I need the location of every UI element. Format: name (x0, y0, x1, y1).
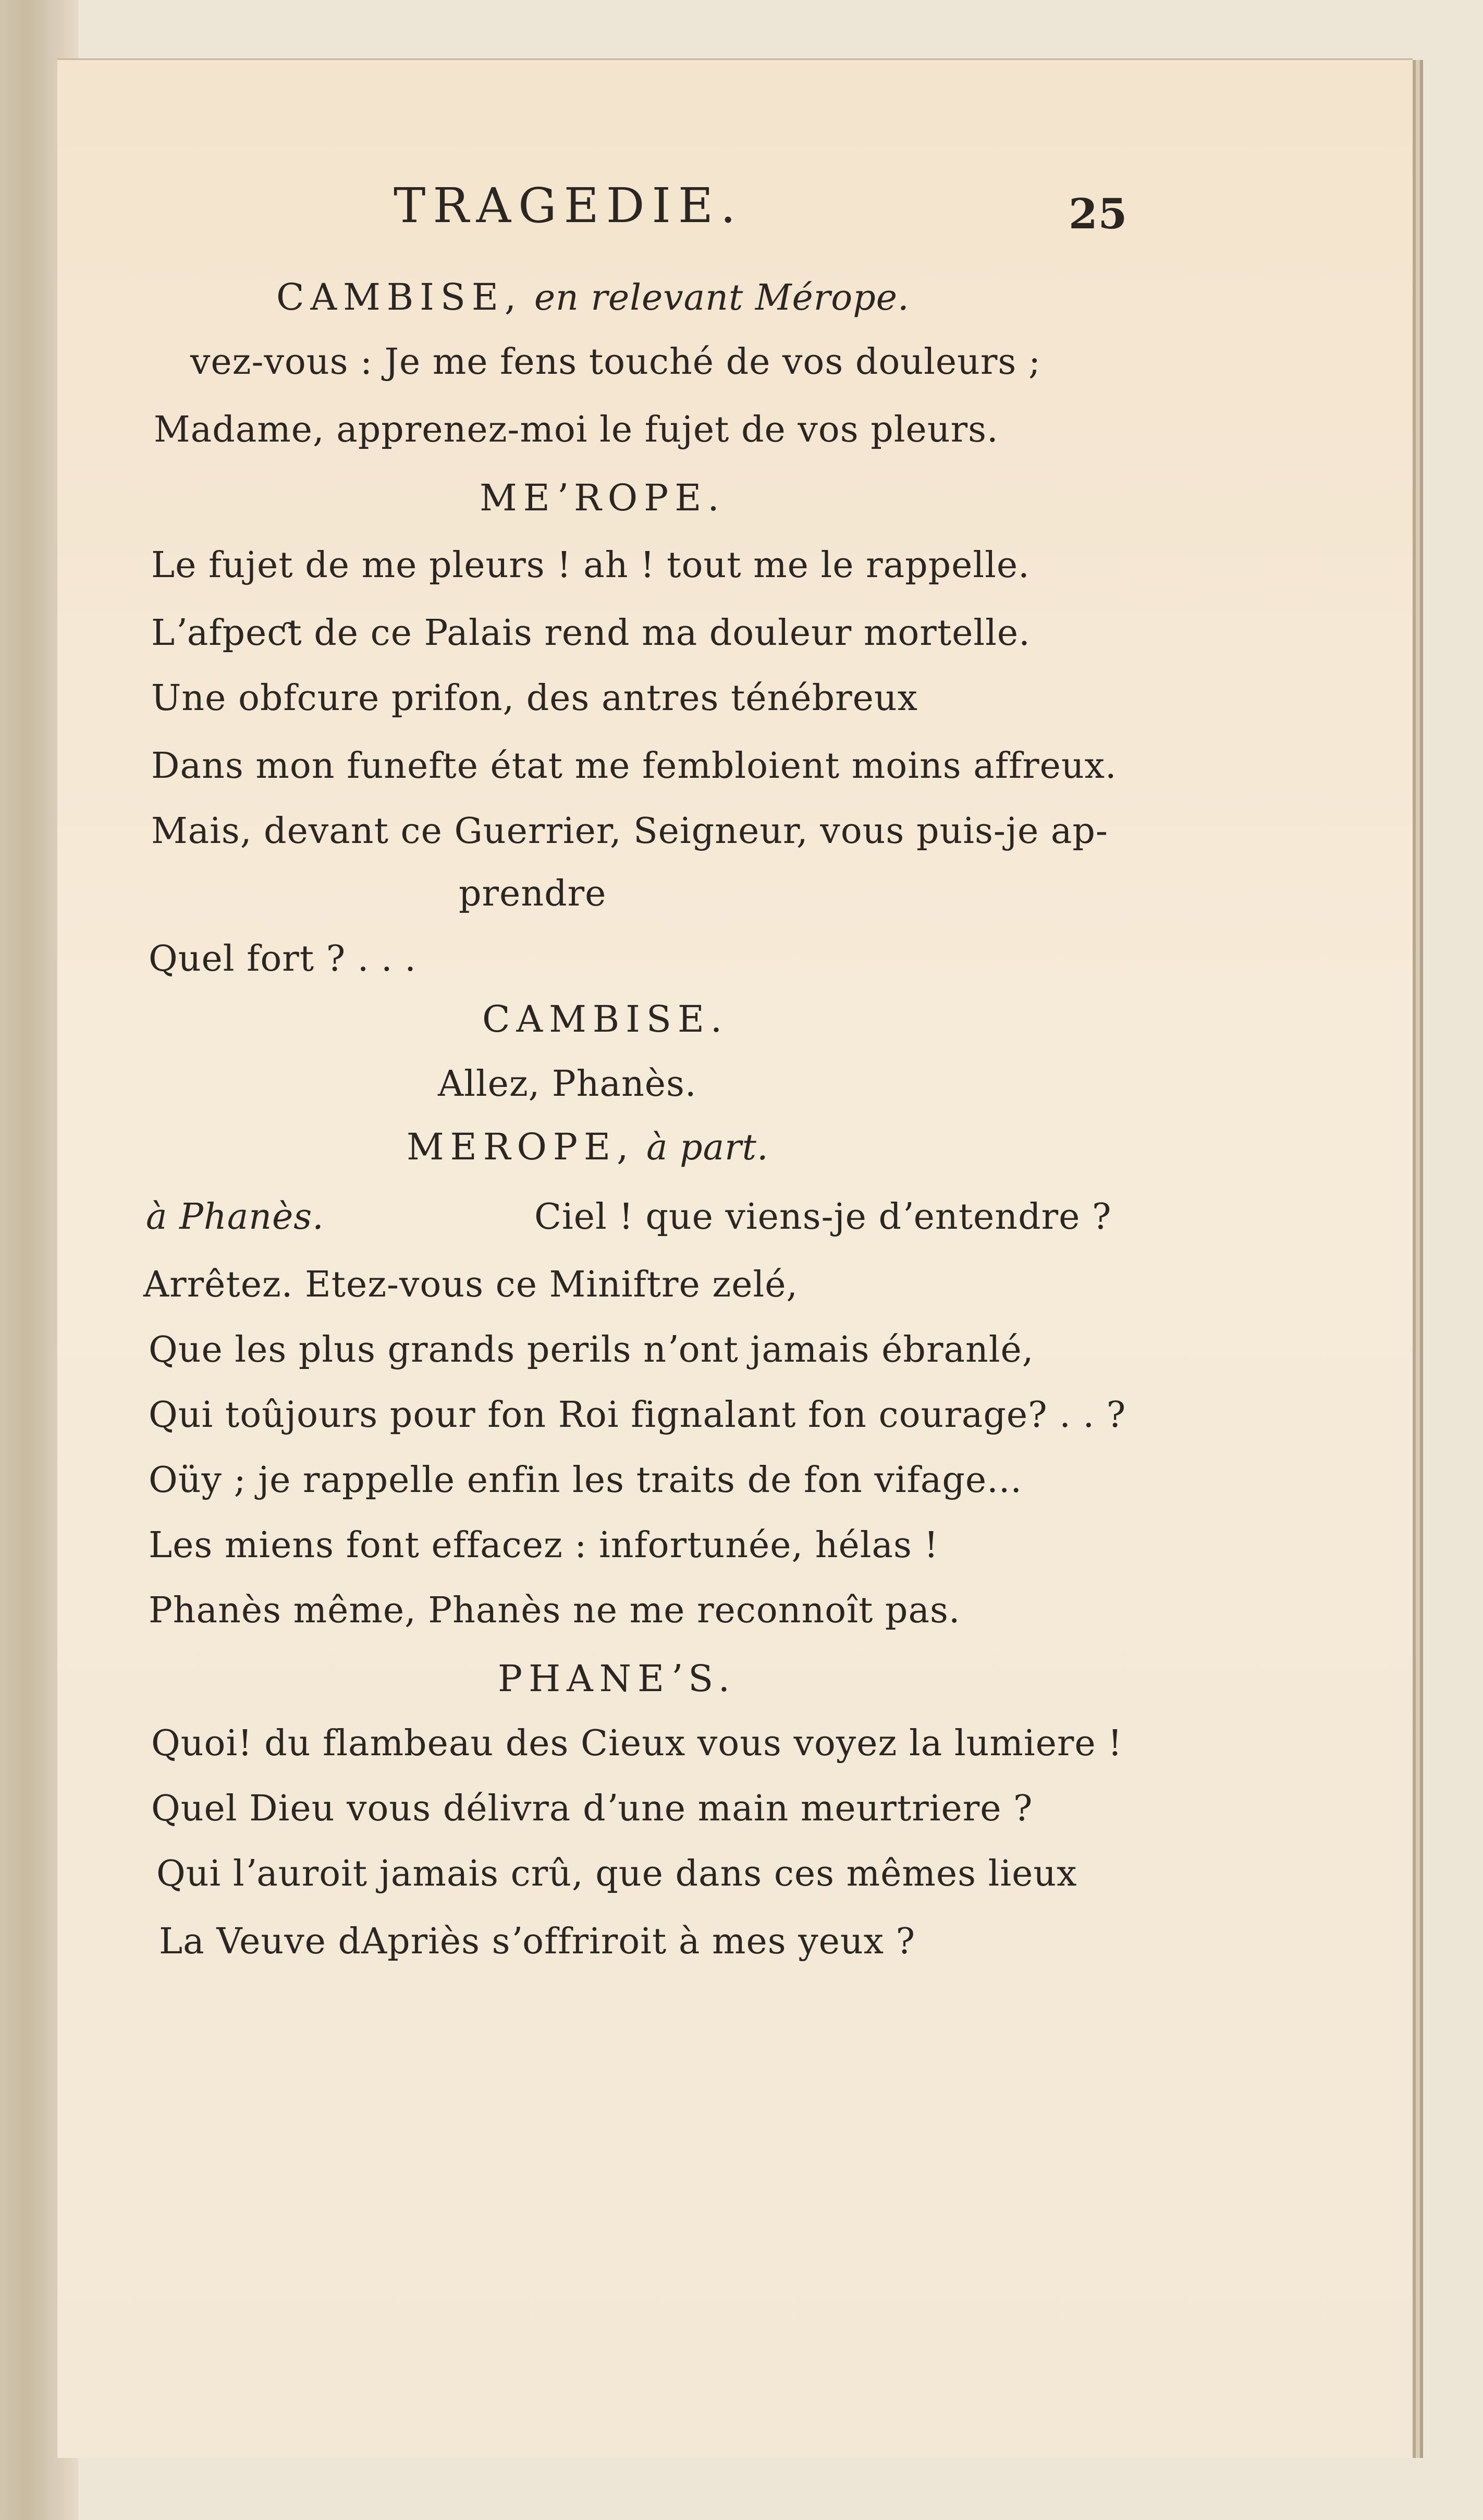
speaker-name: CAMBISE. (482, 998, 729, 1041)
verse-line: Quoi! du flambeau des Cieux vous voyez la lumiere ! (151, 1723, 1123, 1764)
speaker-line (407, 1126, 769, 1169)
page-number: 25 (1069, 189, 1128, 238)
speaker-name: MEʼROPE. (480, 476, 726, 519)
speaker-line (276, 276, 910, 319)
verse-line: Ciel ! que viens-je dʼentendre ? (534, 1196, 1112, 1238)
verse-line: Que les plus grands perils nʼont jamais ébranlé, (149, 1329, 1034, 1371)
stage-direction: à Phanès. (146, 1196, 324, 1238)
verse-line: Allez, Phanès. (438, 1063, 697, 1105)
verse-line: Mais, devant ce Guerrier, Seigneur, vous puis-je ap- (151, 811, 1108, 852)
verse-line: Quel Dieu vous délivra dʼune main meurtriere ? (151, 1788, 1033, 1829)
verse-line: Qui lʼauroit jamais crû, que dans ces mêmes lieux (156, 1853, 1077, 1894)
verse-line: Le fujet de me pleurs ! ah ! tout me le rappelle. (151, 545, 1030, 586)
verse-line: Oüy ; je rappelle enfin les traits de fon vifage... (149, 1460, 1022, 1501)
verse-line: Une obfcure prifon, des antres ténébreux (151, 678, 918, 719)
verse-line: Dans mon funefte état me fembloient moins affreux. (151, 745, 1117, 787)
speaker-name: MEROPE, (407, 1126, 635, 1168)
verse-line: Quel fort ? . . . (149, 938, 416, 980)
stage-direction: à part. (646, 1127, 769, 1168)
verse-line: Qui toûjours pour fon Roi fignalant fon courage? . . ? (149, 1394, 1126, 1436)
verse-line: Arrêtez. Etez-vous ce Miniftre zelé, (143, 1264, 799, 1305)
verse-line-continuation: prendre (459, 873, 607, 914)
verse-line: Les miens font effacez : infortunée, hélas ! (149, 1525, 939, 1566)
verse-line: Lʼafpeƈt de ce Palais rend ma douleur mortelle. (151, 613, 1031, 654)
speaker-name: CAMBISE, (276, 276, 523, 319)
verse-line: Madame, apprenez-moi le fujet de vos pleurs. (154, 409, 999, 450)
verse-line: La Veuve dApriès sʼoffriroit à mes yeux ? (159, 1921, 916, 1962)
verse-line: vez-vous : Je me fens touché de vos douleurs ; (190, 341, 1041, 383)
running-title: TRAGEDIE. (394, 178, 743, 234)
speaker-name: PHANEʼS. (498, 1657, 737, 1700)
verse-line: Phanès même, Phanès ne me reconnoît pas. (149, 1590, 961, 1631)
stage-direction: en relevant Mérope. (534, 277, 910, 319)
